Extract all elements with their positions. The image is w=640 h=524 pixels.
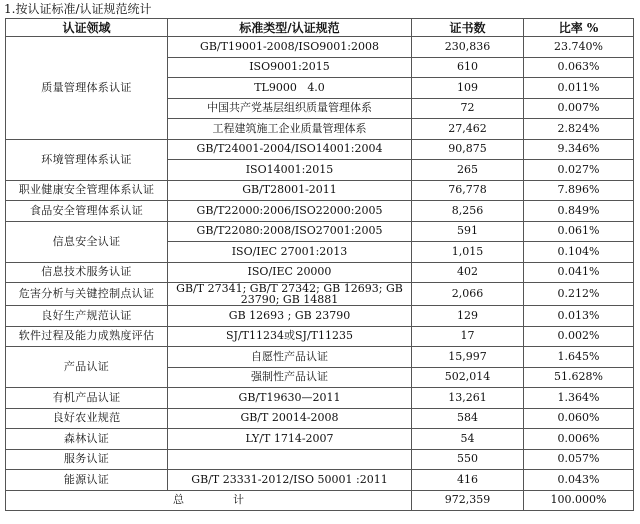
header-domain: 认证领域 [6, 19, 168, 37]
ratio-cell: 1.645% [524, 347, 634, 368]
table-row [6, 283, 634, 306]
ratio-cell: 2.824% [524, 119, 634, 140]
total-label: 总 计 [6, 490, 412, 511]
ratio-cell: 0.007% [524, 98, 634, 119]
cert-domain-cell: 环境管理体系认证 [6, 139, 168, 180]
standard-cell: GB/T 20014-2008 [168, 408, 412, 429]
table-row [6, 388, 634, 409]
ratio-cell: 0.002% [524, 326, 634, 347]
ratio-cell: 0.011% [524, 78, 634, 99]
cert-domain-cell: 有机产品认证 [6, 388, 168, 409]
certificate-count-cell: 129 [412, 306, 524, 327]
standard-cell: LY/T 1714-2007 [168, 429, 412, 450]
certificate-count-cell: 109 [412, 78, 524, 99]
ratio-cell: 0.060% [524, 408, 634, 429]
certificate-count-cell: 1,015 [412, 242, 524, 263]
header-ratio: 比率 % [524, 19, 634, 37]
cert-domain-cell: 良好农业规范 [6, 408, 168, 429]
ratio-cell: 1.364% [524, 388, 634, 409]
certificate-count-cell: 17 [412, 326, 524, 347]
total-count: 972,359 [412, 490, 524, 511]
ratio-cell: 0.104% [524, 242, 634, 263]
table-header-row [6, 19, 634, 37]
certificate-count-cell: 550 [412, 449, 524, 470]
ratio-cell: 0.027% [524, 160, 634, 181]
certificate-count-cell: 230,836 [412, 37, 524, 58]
ratio-cell: 51.628% [524, 367, 634, 388]
cert-domain-cell: 危害分析与关键控制点认证 [6, 283, 168, 306]
cert-domain-cell: 良好生产规范认证 [6, 306, 168, 327]
standard-cell: GB/T 27341; GB/T 27342; GB 12693; GB 23790; GB 14881 [168, 283, 412, 306]
table-row [6, 449, 634, 470]
table-body [6, 37, 634, 491]
certificate-count-cell: 265 [412, 160, 524, 181]
ratio-cell: 0.057% [524, 449, 634, 470]
table-row [6, 347, 634, 368]
standard-cell: ISO/IEC 27001:2013 [168, 242, 412, 263]
certification-statistics-table [5, 18, 634, 511]
standard-cell: 工程建筑施工企业质量管理体系 [168, 119, 412, 140]
header-count: 证书数 [412, 19, 524, 37]
certificate-count-cell: 416 [412, 470, 524, 491]
ratio-cell: 0.043% [524, 470, 634, 491]
certificate-count-cell: 502,014 [412, 367, 524, 388]
total-row [6, 490, 634, 511]
total-ratio: 100.000% [524, 490, 634, 511]
table-row [6, 201, 634, 222]
table-row [6, 408, 634, 429]
cert-domain-cell: 信息安全认证 [6, 221, 168, 262]
certificate-count-cell: 54 [412, 429, 524, 450]
standard-cell: GB/T22000:2006/ISO22000:2005 [168, 201, 412, 222]
certificate-count-cell: 15,997 [412, 347, 524, 368]
certificate-count-cell: 591 [412, 221, 524, 242]
standard-cell: GB 12693 ; GB 23790 [168, 306, 412, 327]
ratio-cell: 0.212% [524, 283, 634, 306]
ratio-cell: 9.346% [524, 139, 634, 160]
cert-domain-cell: 服务认证 [6, 449, 168, 470]
ratio-cell: 0.006% [524, 429, 634, 450]
certificate-count-cell: 402 [412, 262, 524, 283]
ratio-cell: 7.896% [524, 180, 634, 201]
certificate-count-cell: 584 [412, 408, 524, 429]
standard-cell: GB/T19630—2011 [168, 388, 412, 409]
ratio-cell: 23.740% [524, 37, 634, 58]
standard-cell: 自愿性产品认证 [168, 347, 412, 368]
certificate-count-cell: 2,066 [412, 283, 524, 306]
standard-cell: GB/T24001-2004/ISO14001:2004 [168, 139, 412, 160]
table-row [6, 326, 634, 347]
standard-cell [168, 449, 412, 470]
cert-domain-cell: 能源认证 [6, 470, 168, 491]
table-row [6, 306, 634, 327]
table-row [6, 262, 634, 283]
table-row [6, 139, 634, 160]
table-row [6, 429, 634, 450]
cert-domain-cell: 食品安全管理体系认证 [6, 201, 168, 222]
table-row [6, 37, 634, 58]
table-row [6, 470, 634, 491]
standard-cell: ISO14001:2015 [168, 160, 412, 181]
certificate-count-cell: 90,875 [412, 139, 524, 160]
table-row [6, 180, 634, 201]
ratio-cell: 0.061% [524, 221, 634, 242]
certificate-count-cell: 27,462 [412, 119, 524, 140]
certificate-count-cell: 76,778 [412, 180, 524, 201]
standard-cell: ISO9001:2015 [168, 57, 412, 78]
standard-cell: GB/T19001-2008/ISO9001:2008 [168, 37, 412, 58]
ratio-cell: 0.041% [524, 262, 634, 283]
certificate-count-cell: 610 [412, 57, 524, 78]
certificate-count-cell: 8,256 [412, 201, 524, 222]
cert-domain-cell: 产品认证 [6, 347, 168, 388]
ratio-cell: 0.063% [524, 57, 634, 78]
cert-domain-cell: 质量管理体系认证 [6, 37, 168, 140]
standard-cell: 中国共产党基层组织质量管理体系 [168, 98, 412, 119]
standard-cell: SJ/T11234或SJ/T11235 [168, 326, 412, 347]
standard-cell: GB/T28001-2011 [168, 180, 412, 201]
header-standard: 标准类型/认证规范 [168, 19, 412, 37]
standard-cell: 强制性产品认证 [168, 367, 412, 388]
certificate-count-cell: 13,261 [412, 388, 524, 409]
ratio-cell: 0.849% [524, 201, 634, 222]
standard-cell: GB/T 23331-2012/ISO 50001 :2011 [168, 470, 412, 491]
cert-domain-cell: 信息技术服务认证 [6, 262, 168, 283]
cert-domain-cell: 职业健康安全管理体系认证 [6, 180, 168, 201]
standard-cell: TL9000 4.0 [168, 78, 412, 99]
cert-domain-cell: 软件过程及能力成熟度评估 [6, 326, 168, 347]
standard-cell: GB/T22080:2008/ISO27001:2005 [168, 221, 412, 242]
ratio-cell: 0.013% [524, 306, 634, 327]
cert-domain-cell: 森林认证 [6, 429, 168, 450]
certificate-count-cell: 72 [412, 98, 524, 119]
table-caption: 1.按认证标准/认证规范统计 [4, 2, 152, 16]
table-row [6, 221, 634, 242]
standard-cell: ISO/IEC 20000 [168, 262, 412, 283]
